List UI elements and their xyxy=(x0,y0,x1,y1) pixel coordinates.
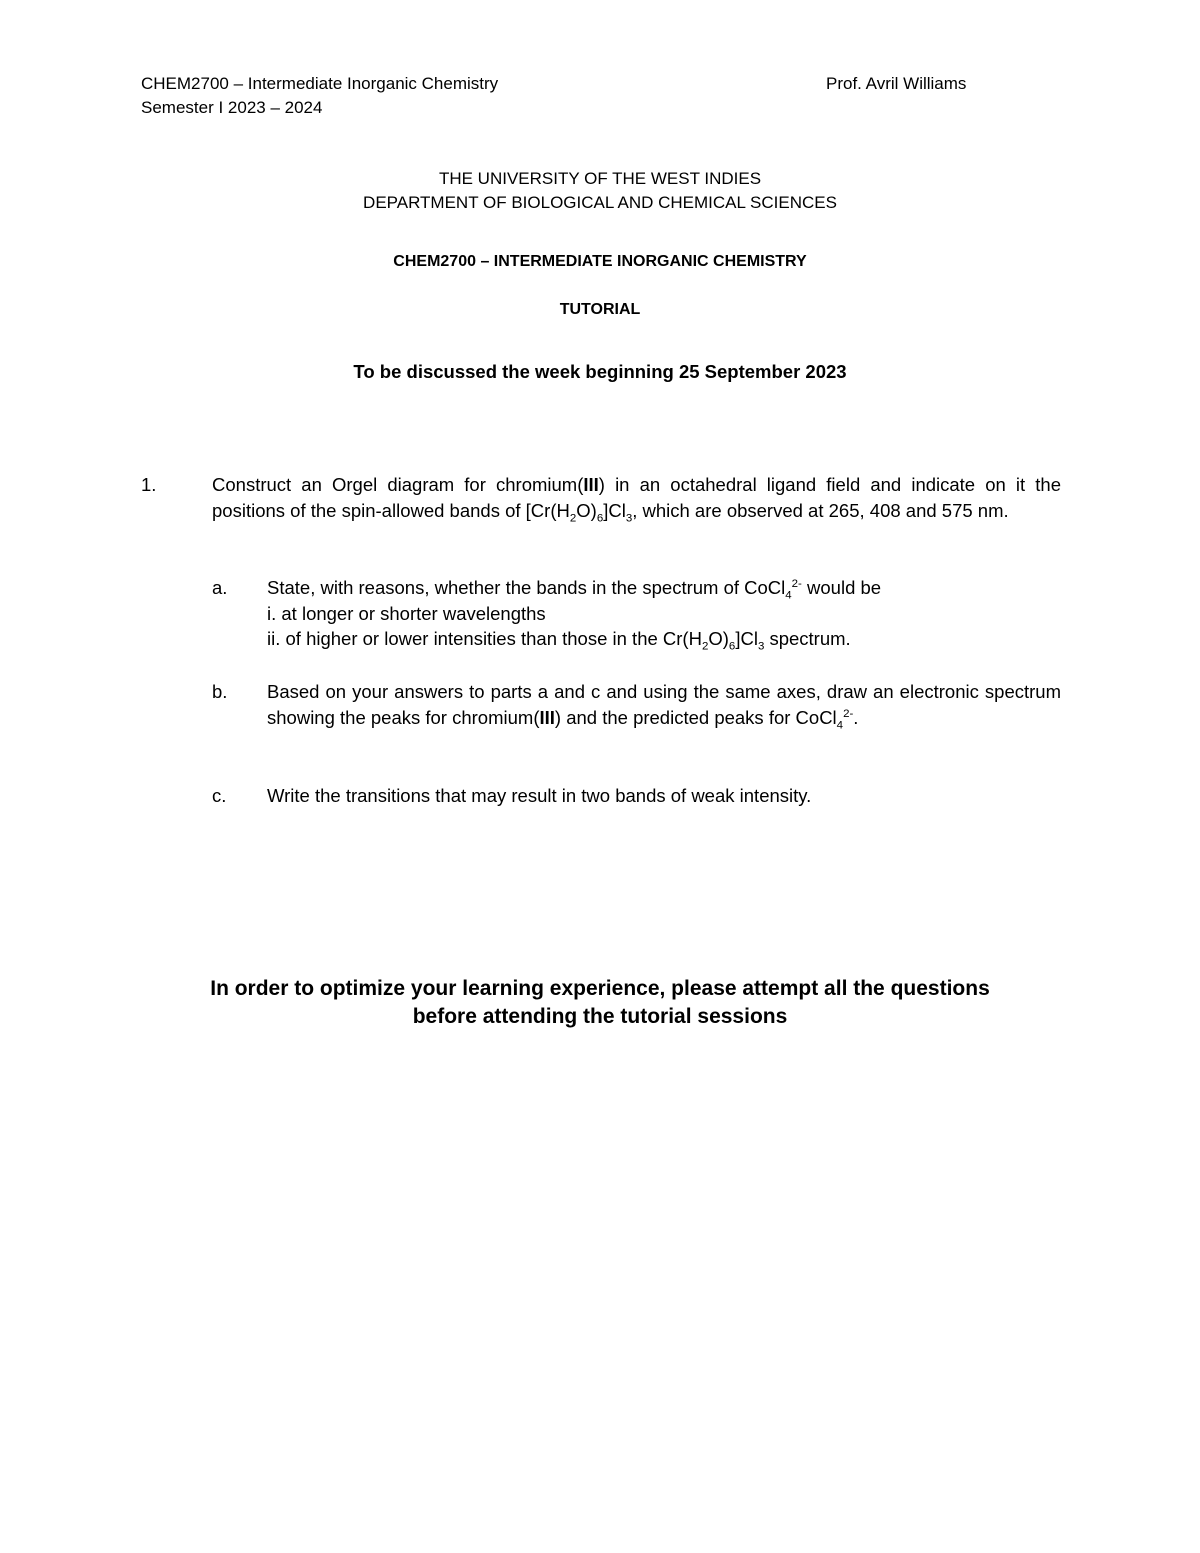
part-b-label: b. xyxy=(212,681,228,702)
department-name: DEPARTMENT OF BIOLOGICAL AND CHEMICAL SCIENCES xyxy=(363,193,837,212)
part-a-stem: State, with reasons, whether the bands in the spectrum of CoCl$_4^{2-}$ would be xyxy=(267,577,882,602)
part-b-text: Based on your answers to parts a and c and using the same axes, draw an electronic spectrum showing the peaks for chromium(III) and the predicted peaks for CoCl$_4^{2-}$. xyxy=(267,681,1061,732)
part-a-text xyxy=(267,575,1061,652)
question-number: 1. xyxy=(141,474,157,495)
part-a-item-ii: ii. of higher or lower intensities than those in the $Cr(H_2O)_6]Cl_3$ spectrum. xyxy=(267,628,851,653)
discussion-date: To be discussed the week beginning 25 September 2023 xyxy=(353,361,847,382)
part-c-label: c. xyxy=(212,785,227,806)
part-c-text: Write the transitions that may result in two bands of weak intensity. xyxy=(267,785,812,806)
part-a-label: a. xyxy=(212,577,228,598)
professor-name: Prof. Avril Williams xyxy=(826,74,967,93)
course-title: CHEM2700 – INTERMEDIATE INORGANIC CHEMISTRY xyxy=(393,253,807,270)
part-a-item-i: i. at longer or shorter wavelengths xyxy=(267,602,546,624)
semester-line: Semester I 2023 – 2024 xyxy=(141,98,323,117)
document-type: TUTORIAL xyxy=(559,301,641,318)
footer-line-2: before attending the tutorial sessions xyxy=(412,1005,788,1028)
footer-line-1: In order to optimize your learning experience, please attempt all the questions xyxy=(210,977,990,1000)
question-text: Construct an Orgel diagram for chromium(III) in an octahedral ligand field and indicate on it the positions of the spin-allowed bands of $[Cr(H_2O)_6]Cl_3$, which are observed at 265, 408 and 575 nm. xyxy=(212,474,1061,525)
course-line: CHEM2700 – Intermediate Inorganic Chemistry xyxy=(141,74,499,93)
university-name: THE UNIVERSITY OF THE WEST INDIES xyxy=(438,169,762,188)
